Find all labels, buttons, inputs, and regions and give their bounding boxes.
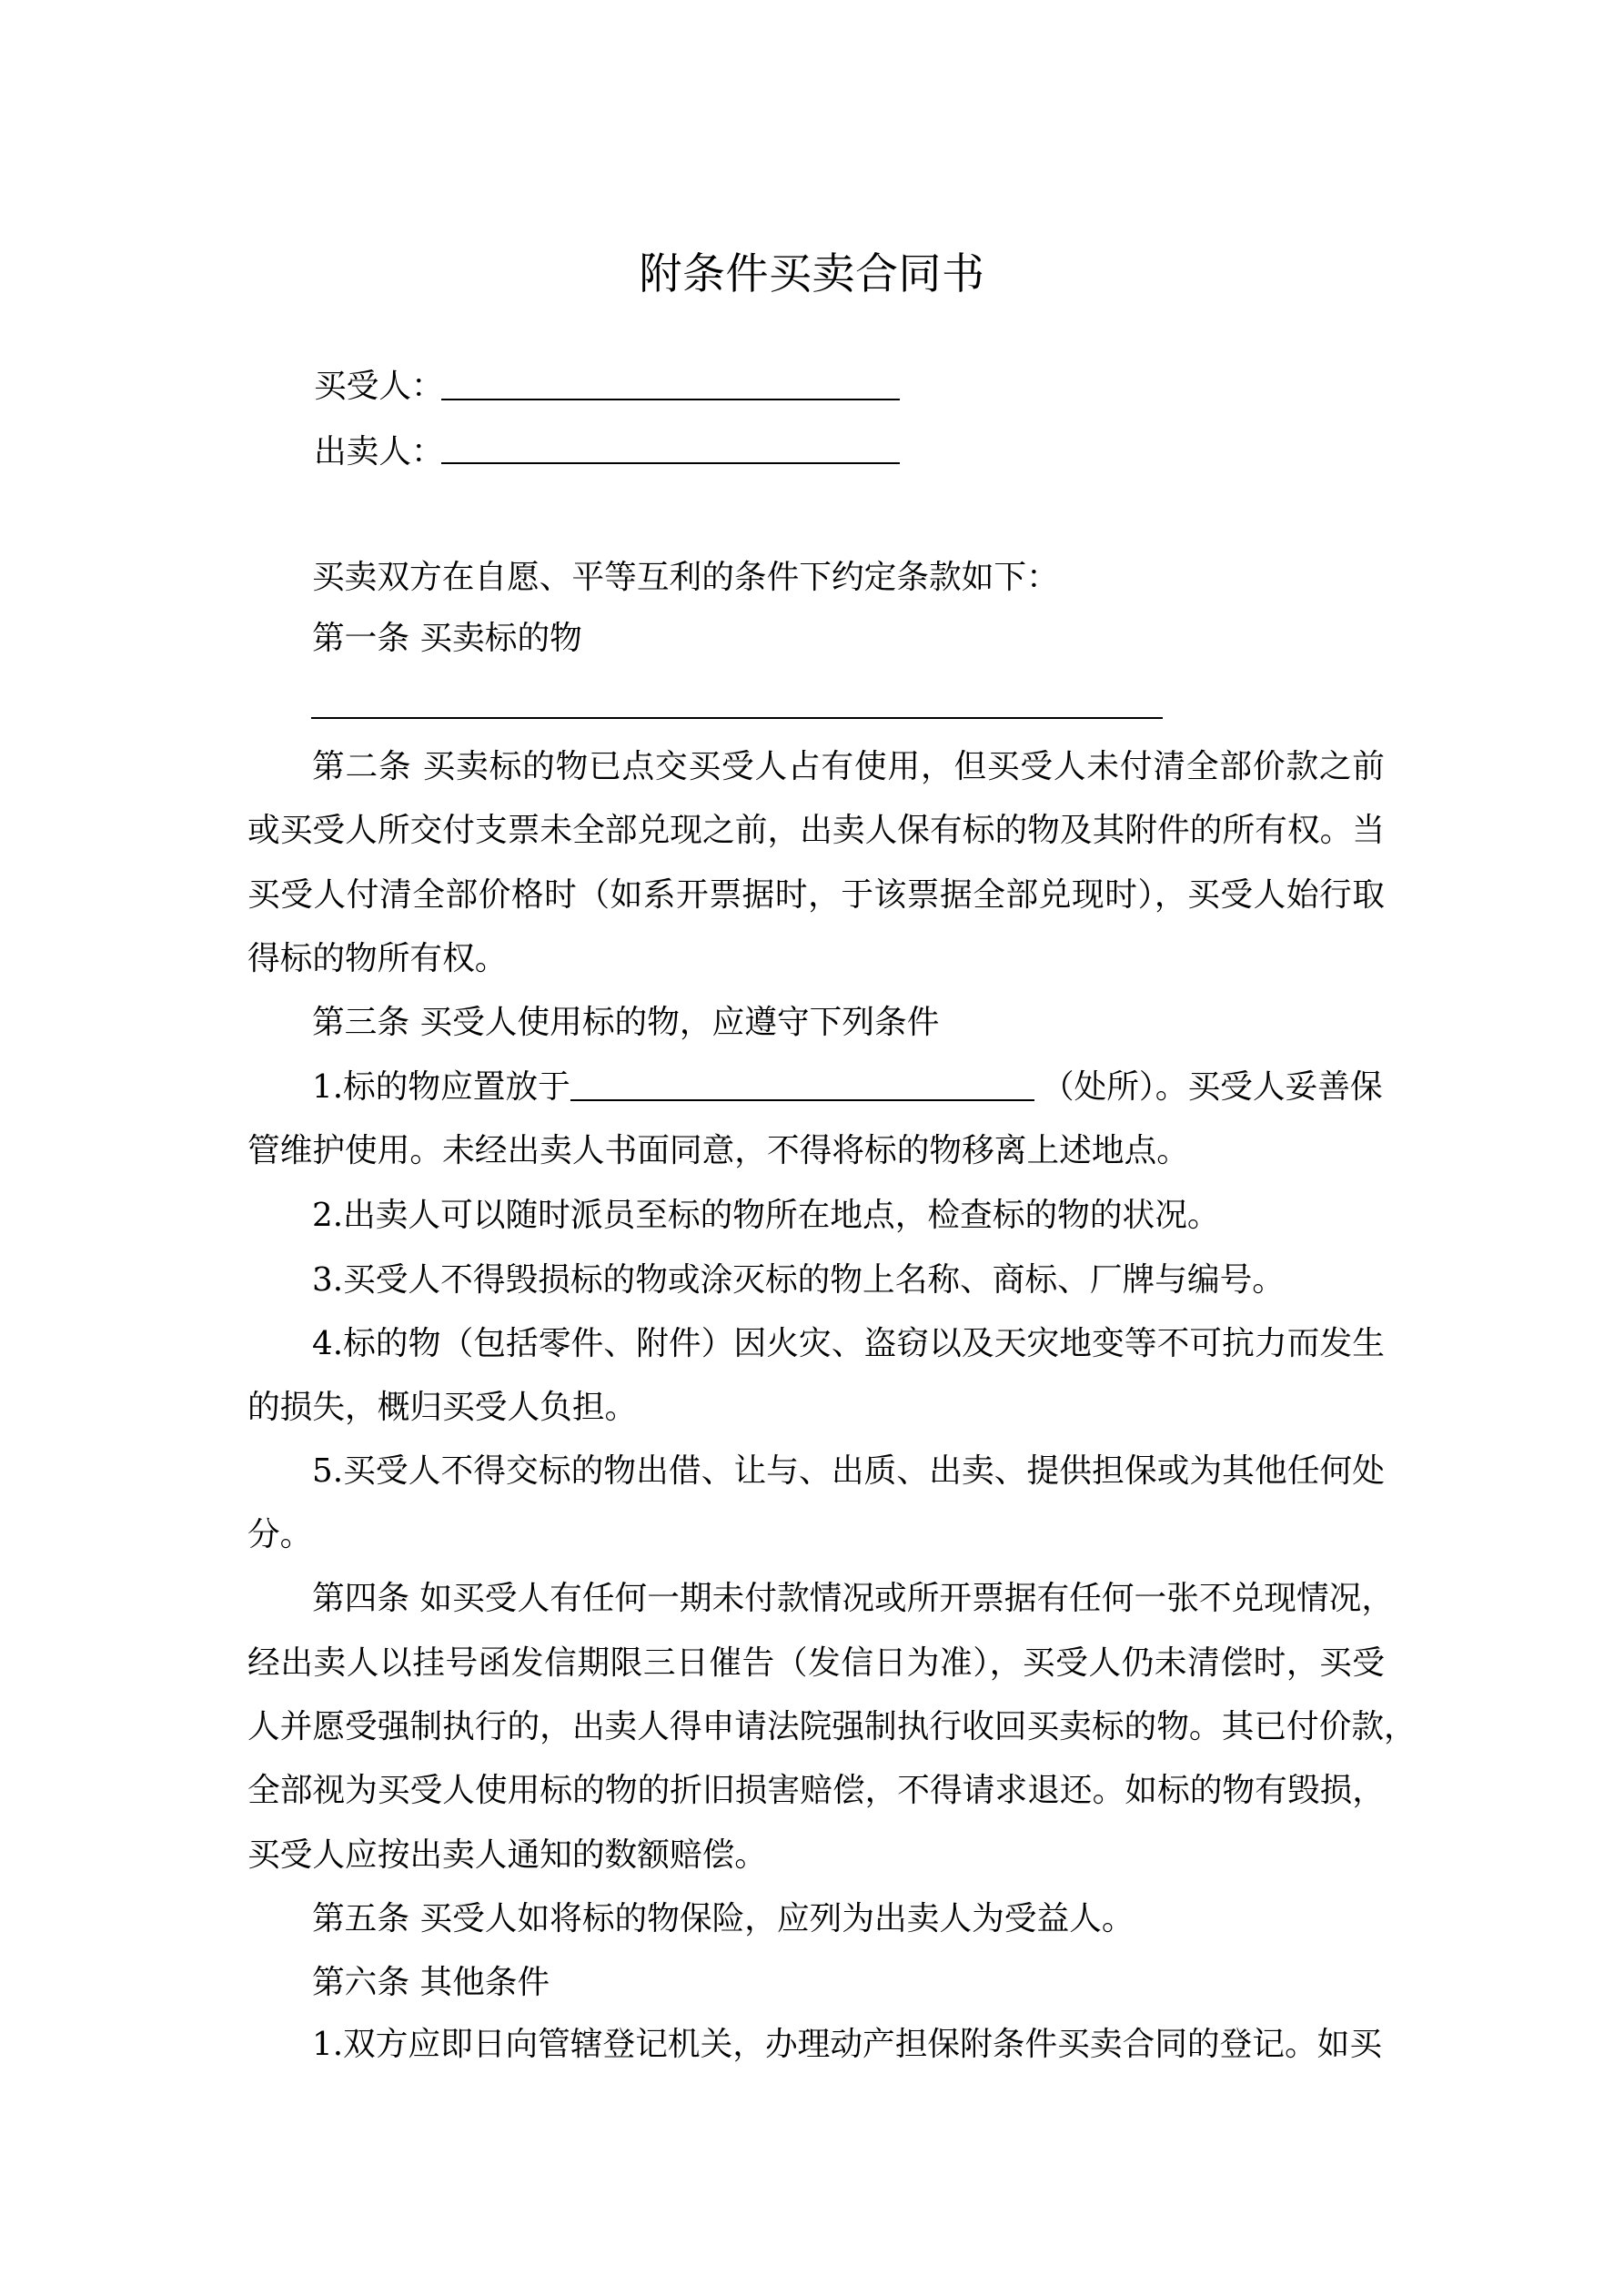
article-5-text: 第五条 买受人如将标的物保险，应列为出卖人为受益人。 [312, 1900, 1135, 1937]
intro-text: 买卖双方在自愿、平等互利的条件下约定条款如下： [312, 559, 1059, 596]
article-3-item-5-line: 5.买受人不得交标的物出借、让与、出质、出卖、提供担保或为其他任何处 [312, 1452, 1385, 1490]
article-4-line: 买受人应按出卖人通知的数额赔偿。 [247, 1836, 767, 1874]
article-3-item-4-line: 的损失，概归买受人负担。 [247, 1389, 638, 1426]
document-title: 附条件买卖合同书 [639, 249, 985, 299]
article-2-line: 得标的物所有权。 [247, 940, 508, 977]
article-4-line: 第四条 如买受人有任何一期未付款情况或所开票据有任何一张不兑现情况， [312, 1580, 1395, 1617]
article-3-item-5-line: 分。 [247, 1516, 313, 1553]
article-2-line: 第二条 买卖标的物已点交买受人占有使用，但买受人未付清全部价款之前 [312, 748, 1385, 785]
article-1-heading: 第一条 买卖标的物 [312, 620, 582, 657]
article-3-item-2: 2.出卖人可以随时派员至标的物所在地点，检查标的物的状况。 [312, 1197, 1220, 1234]
article-1-subject-field[interactable] [311, 717, 1163, 719]
article-4-line: 人并愿受强制执行的，出卖人得申请法院强制执行收回买卖标的物。其已付价款， [247, 1708, 1417, 1745]
article-3-item-1-prefix: 1.标的物应置放于 [312, 1068, 570, 1106]
location-field[interactable] [570, 1072, 1034, 1101]
article-4-line: 全部视为买受人使用标的物的折旧损害赔偿，不得请求退还。如标的物有毁损， [247, 1772, 1385, 1809]
article-2-line: 买受人付清全部价格时（如系开票据时，于该票据全部兑现时），买受人始行取 [247, 876, 1385, 914]
article-6-item-1-line: 1.双方应即日向管辖登记机关，办理动产担保附条件买卖合同的登记。如买 [312, 2026, 1383, 2063]
article-3-item-1-line-2: 管维护使用。未经出卖人书面同意，不得将标的物移离上述地点。 [247, 1132, 1189, 1169]
article-3-item-3: 3.买受人不得毁损标的物或涂灭标的物上名称、商标、厂牌与编号。 [312, 1261, 1285, 1299]
article-3-item-1-suffix: （处所）。买受人妥善保 [1041, 1068, 1383, 1106]
article-4-line: 经出卖人以挂号函发信期限三日催告（发信日为准），买受人仍未清偿时，买受 [247, 1644, 1385, 1682]
article-2-line: 或买受人所交付支票未全部兑现之前，出卖人保有标的物及其附件的所有权。当 [247, 812, 1385, 849]
article-3-item-4-line: 4.标的物（包括零件、附件）因火灾、盗窃以及天灾地变等不可抗力而发生 [312, 1325, 1385, 1362]
buyer-label: 买受人： [314, 368, 444, 405]
seller-name-field[interactable] [441, 462, 900, 464]
buyer-name-field[interactable] [441, 399, 900, 400]
seller-label: 出卖人： [314, 433, 444, 470]
article-6-heading: 第六条 其他条件 [312, 1964, 550, 2001]
article-3-item-1 [312, 1067, 1385, 1108]
article-3-heading: 第三条 买受人使用标的物，应遵守下列条件 [312, 1004, 940, 1041]
